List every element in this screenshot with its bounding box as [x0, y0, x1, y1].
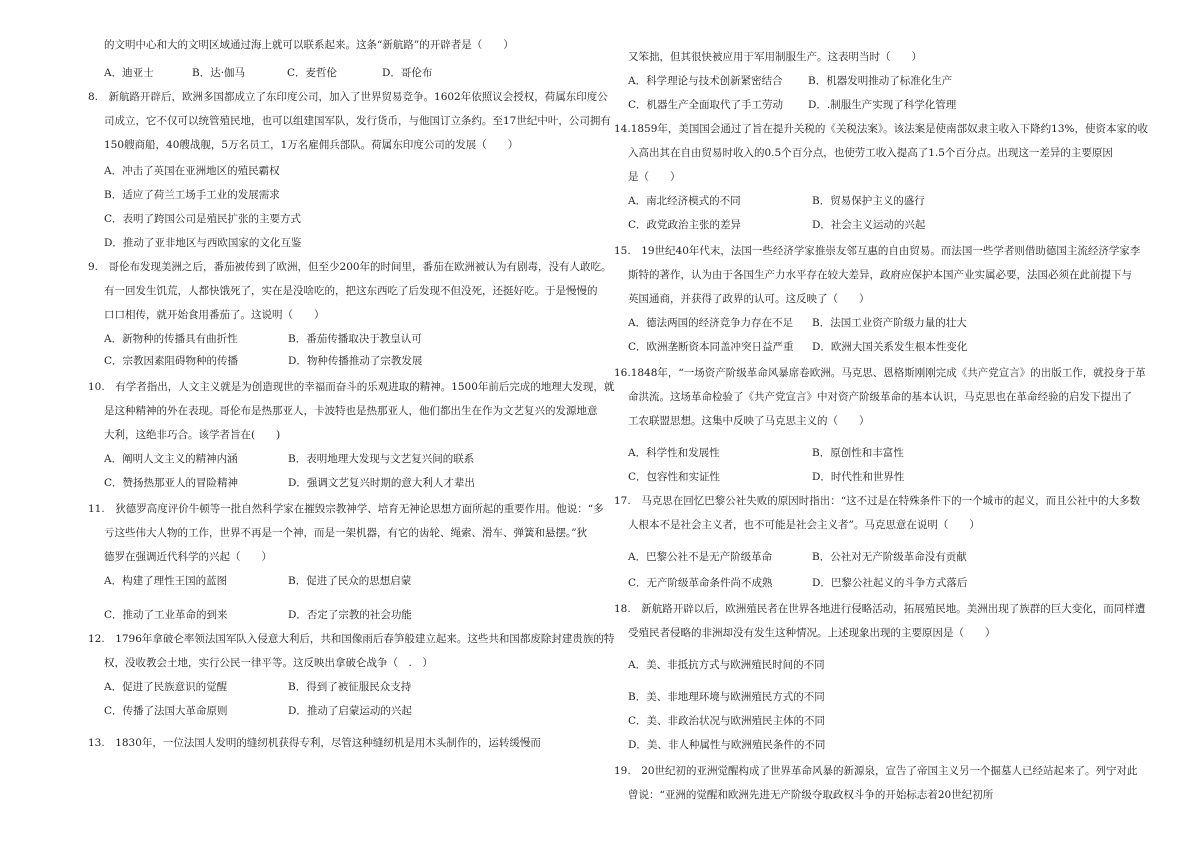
q10-line-3: 大利，这绝非巧合。该学者旨在( ): [104, 429, 281, 441]
q16-option-b: B．原创性和丰富性: [812, 447, 904, 459]
q16-option-d: D．时代性和世界性: [812, 471, 905, 483]
q14-line-3: 是（ ）: [628, 171, 681, 183]
q11-line-2: 亏这些伟大人物的工作，世界不再是一个神，而是一架机器，有它的齿轮、绳索、滑车、弹簧和悬摆。”狄: [104, 527, 588, 539]
q12-option-d: D．推动了启蒙运动的兴起: [288, 705, 412, 717]
q15-line-2: 斯特的著作，认为由于各国生产力水平存在较大差异，政府应保护本国产业实属必要，法国必须在此前提下与: [628, 269, 1132, 281]
q11-option-a: A．构建了理性王国的蓝图: [104, 575, 228, 587]
q15-option-c: C．欧洲垄断资本同盖冲突日益严重: [628, 341, 794, 353]
q17-option-c: C．无产阶级革命条件尚不成熟: [628, 577, 773, 589]
q15-line-3: 英国通商，并获得了政界的认可。这反映了（ ）: [628, 293, 870, 305]
q8-option-a: A．冲击了英国在亚洲地区的殖民霸权: [104, 165, 280, 177]
q9-line-2: 有一回发生饥荒，人都快饿死了，实在是没啥吃的，把这东西吃了后发现不但没死，还挺好吃。于是慢慢的: [104, 285, 598, 297]
q19-line-1: 19. 20世纪初的亚洲觉醒构成了世界革命风暴的新源泉，宣告了帝国主义另一个掘墓人已经站起来了。列宁对此: [614, 765, 1138, 777]
q16-line-1: 16.1848年，“一场资产阶级革命风暴席卷欧洲。马克思、恩格斯刚刚完成《共产党宣言》的出版工作，就投身于革: [614, 367, 1146, 379]
q15-option-b: B．法国工业资产阶级力量的壮大: [812, 317, 967, 329]
q9-option-d: D．物种传播推动了宗教发展: [288, 355, 423, 367]
q11-option-d: D．否定了宗教的社会功能: [288, 609, 412, 621]
q18-option-a: A．美、非抵抗方式与欧洲殖民时间的不同: [628, 659, 825, 671]
q8-line-1: 8. 新航路开辟后，欧洲多国都成立了东印度公司，加入了世界贸易竞争。1602年依照议会授权，荷属东印度公: [88, 91, 608, 103]
q13-option-b: B．机器发明推动了标准化生产: [808, 75, 953, 87]
q11-option-c: C．推动了工业革命的到来: [104, 609, 228, 621]
q7-continuation: 的文明中心和大的文明区域通过海上就可以联系起来。这条“新航路”的开辟者是（ ）: [104, 39, 514, 51]
q18-option-b: B．美、非地理环境与欧洲殖民方式的不同: [628, 691, 825, 703]
q8-option-d: D．推动了亚非地区与西欧国家的文化互鉴: [104, 237, 302, 249]
q11-line-1: 11. 狄德罗高度评价牛顿等一批自然科学家在摧毁宗教神学、培育无神论思想方面所起的重要作用。他说：“多: [88, 503, 604, 515]
q16-option-a: A．科学性和发展性: [628, 447, 720, 459]
q7-option-d: D．哥伦布: [382, 67, 433, 79]
q7-option-a: A．迪亚士: [104, 67, 154, 79]
q10-option-d: D．强调文艺复兴时期的意大利人才辈出: [288, 477, 475, 489]
q8-line-2: 司成立，它不仅可以统管殖民地，也可以组建国军队，发行货币，与他国订立条约。至17世纪中叶，公司拥有: [104, 115, 611, 127]
q16-line-3: 工农联盟思想。这集中反映了马克思主义的（ ）: [628, 415, 870, 427]
q11-line-3: 德罗在强调近代科学的兴起（ ）: [104, 551, 272, 563]
q15-option-a: A．德法两国的经济竞争力存在不足: [628, 317, 794, 329]
q18-option-d: D．美、非人种属性与欧洲殖民条件的不同: [628, 739, 826, 751]
q17-option-d: D．巴黎公社起义的斗争方式落后: [812, 577, 968, 589]
q14-line-2: 入高出其在自由贸易时收入的0.5个百分点，也使劳工收入提高了1.5个百分点。出现这一差异的主要原因: [628, 147, 1113, 159]
q7-option-c: C．麦哲伦: [287, 67, 338, 79]
q10-line-2: 是这种精神的外在表现。哥伦布是热那亚人，卡波特也是热那亚人，他们都出生在作为文艺复兴的发源地意: [104, 405, 598, 417]
q12-option-b: B．得到了被征服民众支持: [288, 681, 412, 693]
q13-continuation: 又笨拙，但其很快被应用于军用制服生产。这表明当时（ ）: [628, 51, 922, 63]
q8-option-c: C．表明了跨国公司是殖民扩张的主要方式: [104, 213, 302, 225]
q10-option-b: B．表明地理大发现与文艺复兴间的联系: [288, 453, 475, 465]
q15-option-d: D．欧洲大国关系发生根本性变化: [812, 341, 968, 353]
q14-option-d: D．社会主义运动的兴起: [812, 219, 926, 231]
q14-option-b: B．贸易保护主义的盛行: [812, 195, 925, 207]
q17-line-1: 17. 马克思在回忆巴黎公社失败的原因时指出：“这不过是在特殊条件下的一个城市的起义，而且公社中的大多数: [614, 495, 1141, 507]
q14-line-1: 14.1859年，美国国会通过了旨在提升关税的《关税法案》。该法案是使南部奴隶主收入下降约13%，使资本家的收: [614, 123, 1149, 135]
q17-option-b: B．公社对无产阶级革命没有贡献: [812, 551, 967, 563]
q14-option-c: C．政党政治主张的差异: [628, 219, 742, 231]
q9-option-a: A．新物种的传播具有曲折性: [104, 333, 238, 345]
q12-line-2: 权，没收教会土地，实行公民一律平等。这反映出拿破仑战争（ . ）: [104, 657, 433, 669]
right-column: [600, 0, 1200, 848]
q9-line-3: 口口相传，就开始食用番茄了。这说明（ ）: [104, 309, 325, 321]
q10-option-a: A．阐明人文主义的精神内涵: [104, 453, 238, 465]
q12-option-a: A．促进了民族意识的觉醒: [104, 681, 228, 693]
q18-option-c: C．美、非政治状况与欧洲殖民主体的不同: [628, 715, 826, 727]
q17-option-a: A．巴黎公社不是无产阶级革命: [628, 551, 773, 563]
q11-option-b: B．促进了民众的思想启蒙: [288, 575, 412, 587]
q12-line-1: 12. 1796年拿破仑率领法国军队入侵意大利后，共和国像雨后春笋般建立起来。这些共和国都废除封建贵族的特: [88, 633, 615, 645]
q16-line-2: 命洪流。这场革命检验了《共产党宣言》中对资产阶级革命的基本认识，马克思也在革命经验的启发下提出了: [628, 391, 1132, 403]
q14-option-a: A．南北经济模式的不同: [628, 195, 741, 207]
q10-option-c: C．赞扬热那亚人的冒险精神: [104, 477, 239, 489]
q16-option-c: C．包容性和实证性: [628, 471, 721, 483]
q13-option-c: C．机器生产全面取代了手工劳动: [628, 99, 784, 111]
q9-option-c: C．宗教因素阻碍物种的传播: [104, 355, 239, 367]
q13-line-1: 13. 1830年，一位法国人发明的缝纫机获得专利，尽管这种缝纫机是用木头制作的，运转缓慢而: [88, 737, 541, 749]
q15-line-1: 15. 19世纪40年代末，法国一些经济学家推崇友邻互惠的自由贸易。而法国一些学者则借助德国主流经济学家李: [614, 245, 1141, 257]
q8-line-3: 150艘商船，40艘战舰，5万名员工，1万名雇佣兵部队。荷属东印度公司的发展（ ）: [104, 139, 519, 151]
q12-option-c: C．传播了法国大革命原则: [104, 705, 228, 717]
q13-option-d: D．.制服生产实现了科学化管理: [808, 99, 957, 111]
q9-line-1: 9. 哥伦布发现美洲之后，番茄被传到了欧洲，但至少200年的时间里，番茄在欧洲被认为有剧毒，没有人敢吃。: [88, 261, 612, 273]
q7-option-b: B．达·伽马: [192, 67, 246, 79]
q19-line-2: 曾说：“亚洲的觉醒和欧洲先进无产阶级夺取政权斗争的开始标志着20世纪初所: [628, 789, 994, 801]
q18-line-1: 18. 新航路开辟以后，欧洲殖民者在世界各地进行侵略活动，拓展殖民地。美洲出现了族群的巨大变化，而同样遭: [614, 603, 1146, 615]
q17-line-2: 人根本不是社会主义者，也不可能是社会主义者”。马克思意在说明（ ）: [628, 519, 980, 531]
q10-line-1: 10. 有学者指出，人文主义就是为创造现世的幸福而奋斗的乐观进取的精神。1500年前后完成的地理大发现，就: [88, 381, 615, 393]
q13-option-a: A．科学理论与技术创新紧密结合: [628, 75, 783, 87]
q8-option-b: B．适应了荷兰工场手工业的发展需求: [104, 189, 280, 201]
q18-line-2: 受殖民者侵略的非洲却没有发生这种情况。上述现象出现的主要原因是（ ）: [628, 627, 996, 639]
q9-option-b: B．番茄传播取决于教皇认可: [288, 333, 422, 345]
